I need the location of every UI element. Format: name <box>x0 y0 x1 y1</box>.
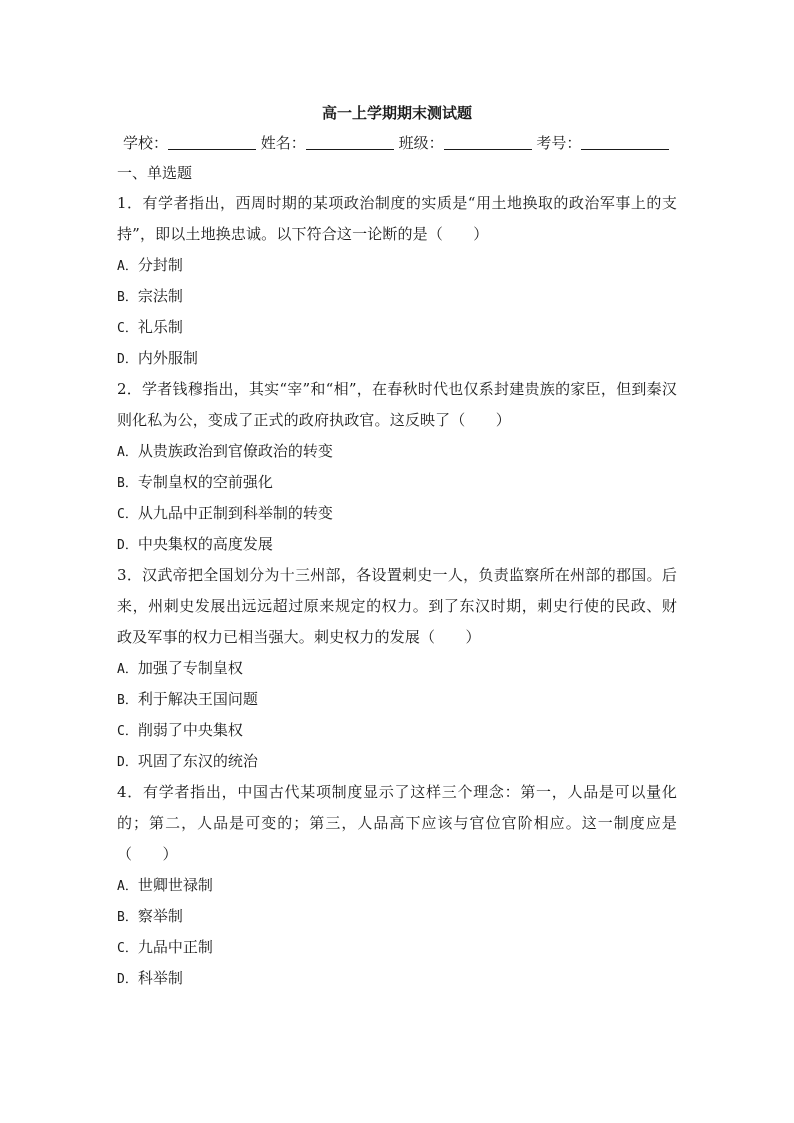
option-a[interactable] <box>117 870 677 901</box>
option-d[interactable] <box>117 963 677 994</box>
name-label: 姓名： <box>260 134 306 152</box>
class-blank[interactable] <box>444 133 532 150</box>
option-c[interactable] <box>117 498 677 529</box>
option-a[interactable] <box>117 436 677 467</box>
exam-number-label: 考号： <box>536 134 582 152</box>
option-letter: B． <box>117 910 138 925</box>
question-stem: 4．有学者指出，中国古代某项制度显示了这样三个理念：第一，人品是可以量化的；第二，人品是可变的；第三，人品高下应该与官位官阶相应。这一制度应是（ ） <box>117 783 677 863</box>
option-text: 世卿世禄制 <box>137 876 213 894</box>
exam-title: 高一上学期期末测试题 <box>321 104 472 122</box>
option-c[interactable] <box>117 932 677 963</box>
option-text: 内外服制 <box>137 349 198 367</box>
option-letter: D． <box>117 538 138 553</box>
name-blank[interactable] <box>306 133 394 150</box>
option-text: 分封制 <box>137 256 183 274</box>
option-letter: C． <box>117 321 138 336</box>
option-a[interactable] <box>117 653 677 684</box>
class-label: 班级： <box>398 134 444 152</box>
option-text: 从九品中正制到科举制的转变 <box>137 504 333 522</box>
option-text: 利于解决王国问题 <box>137 690 258 708</box>
question-4 <box>117 777 677 994</box>
question-1 <box>117 188 677 374</box>
option-letter: A． <box>117 259 138 274</box>
option-letter: C． <box>117 941 138 956</box>
option-letter: B． <box>117 476 138 491</box>
option-b[interactable] <box>117 281 677 312</box>
option-d[interactable] <box>117 529 677 560</box>
option-c[interactable] <box>117 312 677 343</box>
option-b[interactable] <box>117 901 677 932</box>
option-letter: B． <box>117 693 138 708</box>
option-letter: D． <box>117 352 138 367</box>
question-stem: 2．学者钱穆指出，其实“宰”和“相”，在春秋时代也仅系封建贵族的家臣，但到秦汉则化私为公，变成了正式的政府执政官。这反映了（ ） <box>117 380 677 429</box>
student-info-row <box>117 128 677 158</box>
option-text: 礼乐制 <box>137 318 183 336</box>
question-stem: 1．有学者指出，西周时期的某项政治制度的实质是“用土地换取的政治军事上的支持”，即以土地换忠诚。以下符合这一论断的是（ ） <box>117 194 677 243</box>
option-letter: A． <box>117 879 138 894</box>
option-text: 从贵族政治到官僚政治的转变 <box>137 442 333 460</box>
option-letter: A． <box>117 662 138 677</box>
section-heading: 一、单选题 <box>117 164 193 182</box>
option-letter: D． <box>117 755 138 770</box>
option-letter: A． <box>117 445 138 460</box>
question-stem: 3．汉武帝把全国划分为十三州部，各设置刺史一人，负责监察所在州部的郡国。后来，州刺史发展出远远超过原来规定的权力。到了东汉时期，刺史行使的民政、财政及军事的权力已相当强大。刺史权力的发展（ ） <box>117 566 677 646</box>
question-2 <box>117 374 677 560</box>
option-letter: C． <box>117 724 138 739</box>
option-text: 中央集权的高度发展 <box>137 535 273 553</box>
option-text: 察举制 <box>137 907 183 925</box>
option-text: 专制皇权的空前强化 <box>137 473 273 491</box>
option-a[interactable] <box>117 250 677 281</box>
exam-number-blank[interactable] <box>581 133 669 150</box>
option-d[interactable] <box>117 746 677 777</box>
option-text: 削弱了中央集权 <box>137 721 243 739</box>
option-b[interactable] <box>117 684 677 715</box>
exam-page <box>117 98 677 994</box>
option-text: 宗法制 <box>137 287 183 305</box>
option-letter: C． <box>117 507 138 522</box>
option-text: 九品中正制 <box>137 938 213 956</box>
question-3 <box>117 560 677 777</box>
school-label: 学校： <box>123 134 169 152</box>
option-text: 科举制 <box>137 969 183 987</box>
option-letter: B． <box>117 290 138 305</box>
option-d[interactable] <box>117 343 677 374</box>
option-c[interactable] <box>117 715 677 746</box>
option-letter: D． <box>117 972 138 987</box>
option-b[interactable] <box>117 467 677 498</box>
option-text: 巩固了东汉的统治 <box>137 752 258 770</box>
option-text: 加强了专制皇权 <box>137 659 243 677</box>
school-blank[interactable] <box>168 133 256 150</box>
